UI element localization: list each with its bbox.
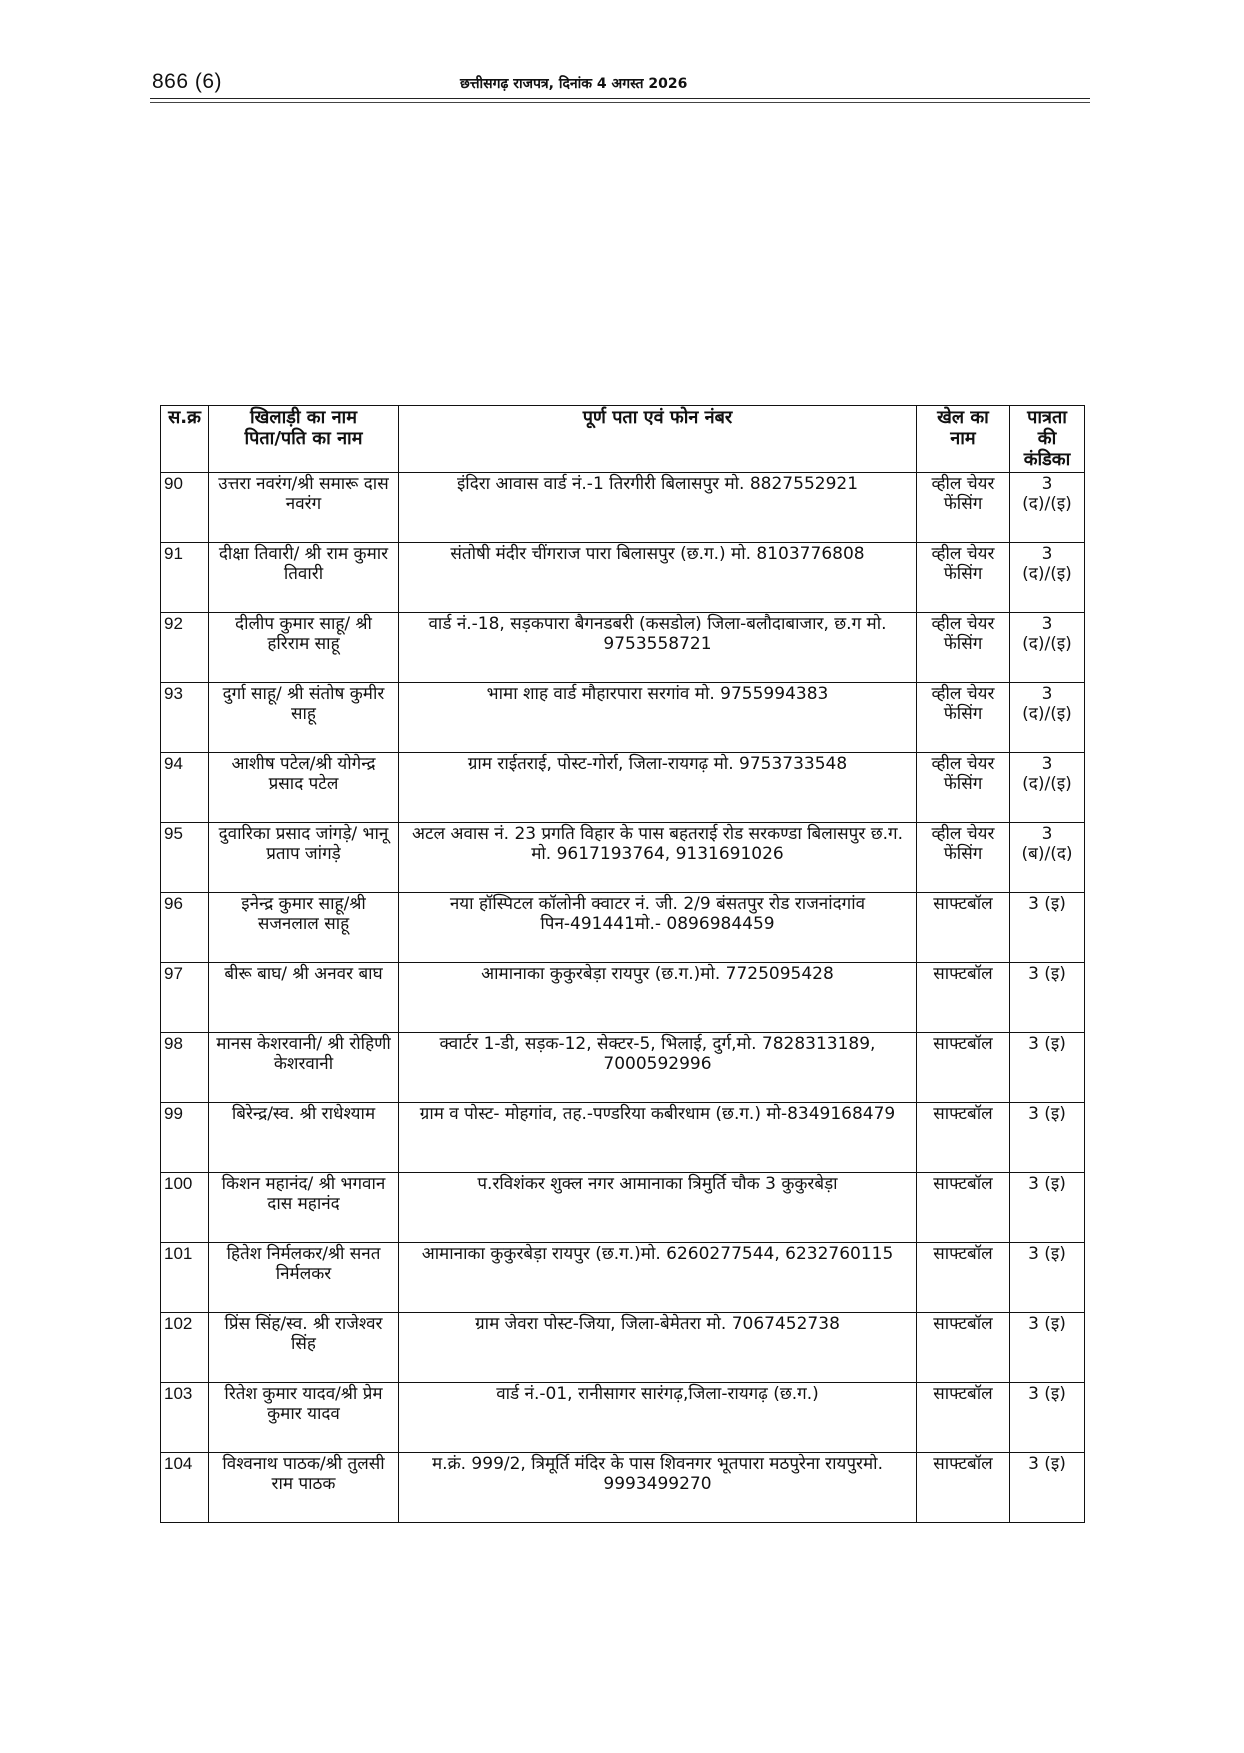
gazette-title: छत्तीसगढ़ राजपत्र, दिनांक 4 अगस्त 2026 [460, 76, 688, 92]
header-sport-line2: नाम [950, 428, 976, 450]
address-cell: ग्राम राईतराई, पोस्ट-गोर्रा, जिला-रायगढ़ मो. 9753733548 [399, 752, 917, 822]
table-row [161, 1452, 1085, 1522]
athlete-table [160, 405, 1085, 1523]
eligibility-cell: 3 (इ) [1010, 1172, 1085, 1242]
address-cell: वार्ड नं.-01, रानीसागर सारंगढ़,जिला-रायगढ़ (छ.ग.) [399, 1382, 917, 1452]
header-eligibility [1010, 406, 1085, 473]
address-cell: ग्राम जेवरा पोस्ट-जिया, जिला-बेमेतरा मो. 7067452738 [399, 1312, 917, 1382]
table-row [161, 1032, 1085, 1102]
sport-cell: व्हील चेयर फेंसिंग [917, 612, 1010, 682]
name-cell: दुवारिका प्रसाद जांगड़े/ भानू प्रताप जांगड़े [209, 822, 399, 892]
sport-cell: साफ्टबॉल [917, 1242, 1010, 1312]
eligibility-cell: 3 (इ) [1010, 1312, 1085, 1382]
header-name [209, 406, 399, 473]
header-sport-line1: खेल का [937, 407, 989, 428]
eligibility-cell: 3 (इ) [1010, 1032, 1085, 1102]
eligibility-cell: 3 (इ) [1010, 962, 1085, 1032]
header-serial: स.क्र [161, 406, 209, 473]
header-para-line2: की [1037, 428, 1057, 450]
address-cell: क्वार्टर 1-डी, सड़क-12, सेक्टर-5, भिलाई, दुर्ग,मो. 7828313189, 7000592996 [399, 1032, 917, 1102]
table-row [161, 822, 1085, 892]
header-name-line2: पिता/पति का नाम [244, 428, 363, 450]
address-cell: नया हॉस्पिटल कॉलोनी क्वाटर नं. जी. 2/9 बंसतपुर रोड राजनांदगांव पिन-491441मो.- 0896984459 [399, 892, 917, 962]
eligibility-cell: 3 (इ) [1010, 1452, 1085, 1522]
name-cell: दुर्गा साहू/ श्री संतोष कुमीर साहू [209, 682, 399, 752]
table-row [161, 892, 1085, 962]
serial-cell: 91 [161, 542, 209, 612]
sport-cell: व्हील चेयर फेंसिंग [917, 542, 1010, 612]
serial-cell: 92 [161, 612, 209, 682]
address-cell: इंदिरा आवास वार्ड नं.-1 तिरगीरी बिलासपुर मो. 8827552921 [399, 472, 917, 542]
address-cell: आमानाका कुकुरबेड़ा रायपुर (छ.ग.)मो. 6260277544, 6232760115 [399, 1242, 917, 1312]
serial-cell: 103 [161, 1382, 209, 1452]
sport-cell: साफ्टबॉल [917, 1452, 1010, 1522]
sport-cell: व्हील चेयर फेंसिंग [917, 472, 1010, 542]
table-row [161, 752, 1085, 822]
name-cell: किशन महानंद/ श्री भगवान दास महानंद [209, 1172, 399, 1242]
name-cell: बिरेन्द्र/स्व. श्री राधेश्याम [209, 1102, 399, 1172]
serial-cell: 97 [161, 962, 209, 1032]
address-cell: संतोषी मंदीर चींगराज पारा बिलासपुर (छ.ग.) मो. 8103776808 [399, 542, 917, 612]
address-cell: आमानाका कुकुरबेड़ा रायपुर (छ.ग.)मो. 7725095428 [399, 962, 917, 1032]
header-para-line3: कंडिका [1023, 449, 1071, 471]
address-cell: ग्राम व पोस्ट- मोहगांव, तह.-पण्डरिया कबीरधाम (छ.ग.) मो-8349168479 [399, 1102, 917, 1172]
eligibility-cell: 3 (द)/(इ) [1010, 612, 1085, 682]
table-row [161, 682, 1085, 752]
serial-cell: 90 [161, 472, 209, 542]
eligibility-cell: 3 (द)/(इ) [1010, 682, 1085, 752]
name-cell: रितेश कुमार यादव/श्री प्रेम कुमार यादव [209, 1382, 399, 1452]
serial-cell: 98 [161, 1032, 209, 1102]
eligibility-cell: 3 (द)/(इ) [1010, 542, 1085, 612]
eligibility-cell: 3 (द)/(इ) [1010, 472, 1085, 542]
table-row [161, 1312, 1085, 1382]
name-cell: दीलीप कुमार साहू/ श्री हरिराम साहू [209, 612, 399, 682]
address-cell: अटल अवास नं. 23 प्रगति विहार के पास बहतराई रोड सरकण्डा बिलासपुर छ.ग. मो. 9617193764, 9131691026 [399, 822, 917, 892]
serial-cell: 100 [161, 1172, 209, 1242]
serial-cell: 93 [161, 682, 209, 752]
header-sport [917, 406, 1010, 473]
table-row [161, 1382, 1085, 1452]
name-cell: विश्वनाथ पाठक/श्री तुलसी राम पाठक [209, 1452, 399, 1522]
sport-cell: व्हील चेयर फेंसिंग [917, 682, 1010, 752]
table-row [161, 1102, 1085, 1172]
serial-cell: 95 [161, 822, 209, 892]
name-cell: हितेश निर्मलकर/श्री सनत निर्मलकर [209, 1242, 399, 1312]
header-address: पूर्ण पता एवं फोन नंबर [399, 406, 917, 473]
page-header [150, 70, 1090, 100]
sport-cell: साफ्टबॉल [917, 962, 1010, 1032]
sport-cell: साफ्टबॉल [917, 1312, 1010, 1382]
name-cell: मानस केशरवानी/ श्री रोहिणी केशरवानी [209, 1032, 399, 1102]
serial-cell: 94 [161, 752, 209, 822]
eligibility-cell: 3 (इ) [1010, 1242, 1085, 1312]
name-cell: बीरू बाघ/ श्री अनवर बाघ [209, 962, 399, 1032]
header-name-line1: खिलाड़ी का नाम [250, 407, 357, 428]
name-cell: दीक्षा तिवारी/ श्री राम कुमार तिवारी [209, 542, 399, 612]
sport-cell: साफ्टबॉल [917, 1382, 1010, 1452]
serial-cell: 99 [161, 1102, 209, 1172]
address-cell: प.रविशंकर शुक्ल नगर आमानाका त्रिमुर्ति चौक 3 कुकुरबेड़ा [399, 1172, 917, 1242]
name-cell: प्रिंस सिंह/स्व. श्री राजेश्वर सिंह [209, 1312, 399, 1382]
eligibility-cell: 3 (इ) [1010, 1102, 1085, 1172]
table-header-row [161, 406, 1085, 473]
eligibility-cell: 3 (इ) [1010, 1382, 1085, 1452]
header-para-line1: पात्रता [1027, 407, 1067, 428]
sport-cell: साफ्टबॉल [917, 1102, 1010, 1172]
sport-cell: साफ्टबॉल [917, 1172, 1010, 1242]
sport-cell: साफ्टबॉल [917, 1032, 1010, 1102]
address-cell: भामा शाह वार्ड मौहारपारा सरगांव मो. 9755994383 [399, 682, 917, 752]
serial-cell: 96 [161, 892, 209, 962]
name-cell: इनेन्द्र कुमार साहू/श्री सजनलाल साहू [209, 892, 399, 962]
table-row [161, 962, 1085, 1032]
serial-cell: 101 [161, 1242, 209, 1312]
sport-cell: व्हील चेयर फेंसिंग [917, 822, 1010, 892]
page-number: 866 (6) [152, 70, 223, 93]
address-cell: वार्ड नं.-18, सड़कपारा बैगनडबरी (कसडोल) जिला-बलौदाबाजार, छ.ग मो. 9753558721 [399, 612, 917, 682]
table-row [161, 472, 1085, 542]
table-row [161, 612, 1085, 682]
name-cell: उत्तरा नवरंग/श्री समारू दास नवरंग [209, 472, 399, 542]
header-rule-thin [150, 102, 1090, 103]
sport-cell: साफ्टबॉल [917, 892, 1010, 962]
serial-cell: 104 [161, 1452, 209, 1522]
sport-cell: व्हील चेयर फेंसिंग [917, 752, 1010, 822]
eligibility-cell: 3 (द)/(इ) [1010, 752, 1085, 822]
header-rule [150, 98, 1090, 99]
serial-cell: 102 [161, 1312, 209, 1382]
table-row [161, 1242, 1085, 1312]
address-cell: म.क्रं. 999/2, त्रिमूर्ति मंदिर के पास शिवनगर भूतपारा मठपुरेना रायपुरमो. 9993499270 [399, 1452, 917, 1522]
eligibility-cell: 3 (इ) [1010, 892, 1085, 962]
table-row [161, 1172, 1085, 1242]
table-body [161, 472, 1085, 1522]
table-row [161, 542, 1085, 612]
name-cell: आशीष पटेल/श्री योगेन्द्र प्रसाद पटेल [209, 752, 399, 822]
eligibility-cell: 3 (ब)/(द) [1010, 822, 1085, 892]
